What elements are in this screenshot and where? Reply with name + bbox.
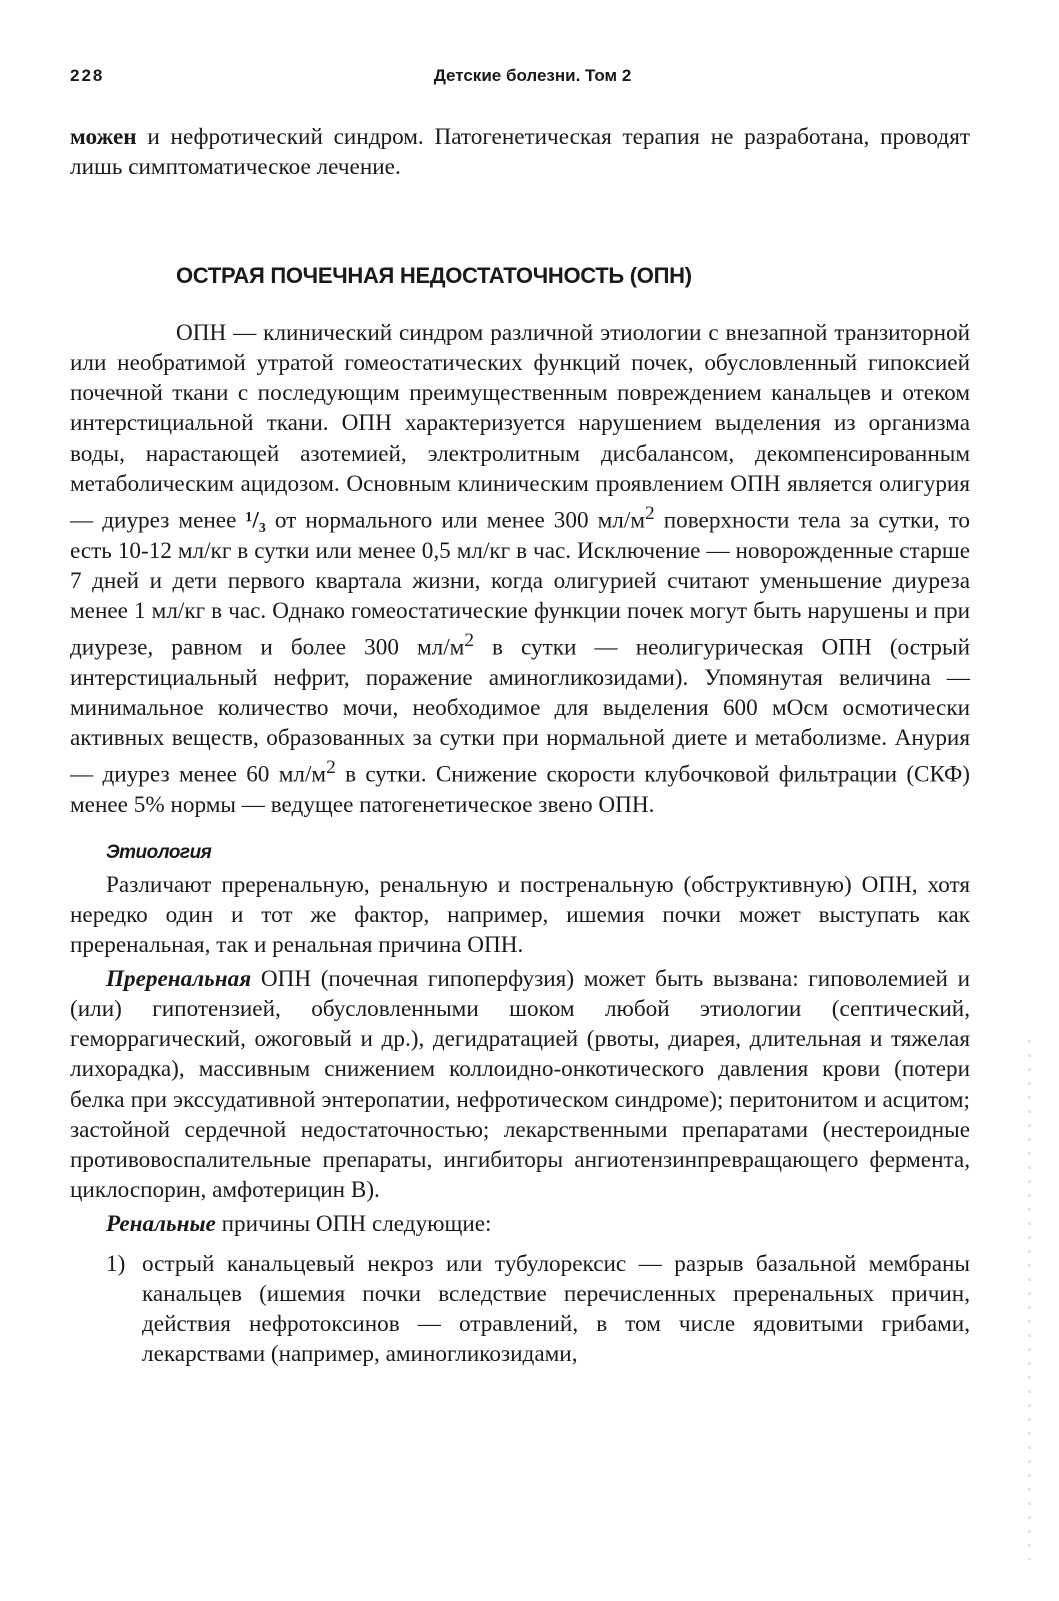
etiology-paragraph-prerenal (70, 964, 970, 1205)
intro-lead-word: можен (70, 124, 137, 150)
etiology-paragraph-renal (70, 1209, 970, 1239)
page-number: 228 (70, 66, 105, 85)
definition-text-3: поверхности тела за сутки, то есть 10-12 мл/кг в сутки или менее 0,5 мл/кг в час. Исключение — новорожденные старше 7 дней и дети первого квартала жизни, когда олигурией считают уменьшение диуреза менее 1 мл/кг в час. Однако гомеостатические функции почек могут быть нарушены и при диурезе, равном и более 300 мл/м (70, 507, 971, 661)
superscript: 2 (326, 756, 336, 778)
list-item (70, 1249, 970, 1369)
definition-text-4: в сутки — неолигурическая ОПН (острый интерстициальный нефрит, поражение аминогликозидами). Упомянутая величина — минимальное количество мочи, необходимое для выделения 600 мОсм осмотически активных веществ, образованных за сутки при нормальной диете и метаболизме. Анурия — диурез менее 60 мл/м (70, 634, 971, 788)
renal-text: причины ОПН следующие: (215, 1210, 492, 1237)
definition-text-1: ОПН — клинический синдром различной этиологии с внезапной транзиторной или необратимой утратой гомеостатических функций почек, обусловленный гипоксией почечной ткани с последующим преимущественным повреждением канальцев и отеком интерстициальной ткани. ОПН характеризуется нарушением выделения из организма воды, нарастающей азотемией, электролитным дисбалансом, декомпенсированным метаболическим ацидозом. Основным клиническим проявлением ОПН является олигурия — диурез менее (70, 320, 970, 534)
running-title: Детские болезни. Том 2 (433, 66, 632, 85)
renal-lead-word: Ренальные (106, 1210, 216, 1237)
page-header (70, 66, 975, 92)
etiology-paragraph-1: Различают преренальную, ренальную и постренальную (обструктивную) ОПН, хотя нередко один и тот же фактор, например, ишемия почки может выступать как преренальная, так и ренальная причина ОПН. (70, 871, 970, 959)
definition-text-2: от нормального или менее 300 мл/м (265, 507, 645, 534)
fraction-one-third: ¹/₃ (245, 507, 266, 534)
list-item-number: 1) (106, 1251, 126, 1278)
list-item-text: острый канальцевый некроз или тубулорексис — разрыв базальной мембраны канальцев (ишемия почки вследствие перечисленных преренальных причин, действия нефротоксинов — отравлений, в том числе ядовитыми грибами, лекарствами (например, аминогликозидами, (142, 1251, 970, 1368)
prerenal-lead-word: Преренальная (106, 966, 252, 993)
section-heading: ОСТРАЯ ПОЧЕЧНАЯ НЕДОСТАТОЧНОСТЬ (ОПН) (176, 263, 692, 289)
etiology-heading: Этиология (106, 841, 212, 863)
scan-edge-artifact (1028, 1040, 1031, 1560)
intro-paragraph (70, 122, 970, 182)
superscript: 2 (645, 502, 655, 524)
prerenal-text: ОПН (почечная гипоперфузия) может быть вызвана: гиповолемией и (или) гипотензией, обусловленными шоком любой этиологии (септический, геморрагический, ожоговый и др.), дегидратацией (рвоты, диарея, длительная и тяжелая лихорадка), массивным снижением коллоидно-онкотического давления крови (потери белка при экссудативной энтеропатии, нефротическом синдроме); перитонитом и асцитом; застойной сердечной недостаточностью; лекарственными препаратами (нестероидные противовоспалительные препараты, ингибиторы ангиотензинпревращающего фермента, циклоспорин, амфотерицин В). (70, 966, 970, 1203)
superscript: 2 (464, 629, 474, 651)
intro-text: и нефротический синдром. Патогенетическая терапия не разработана, проводят лишь симптоматическое лечение. (70, 124, 970, 181)
definition-text-5: в сутки. Снижение скорости клубочковой фильтрации (СКФ) менее 5% нормы — ведущее патогенетическое звено ОПН. (70, 761, 970, 818)
definition-paragraph (70, 318, 970, 820)
page-content (70, 122, 970, 1369)
